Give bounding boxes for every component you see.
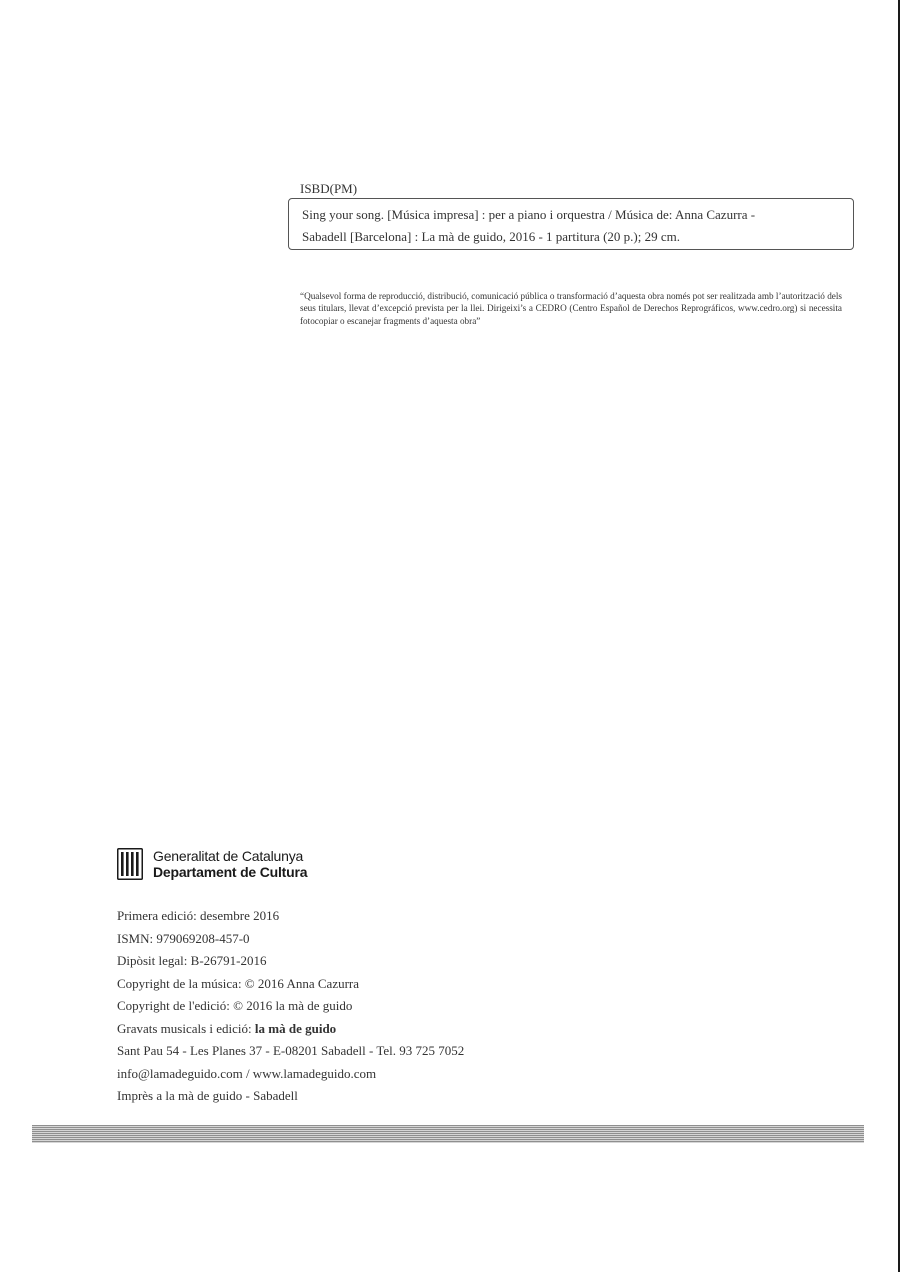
publisher-contact: info@lamadeguido.com / www.lamadeguido.com [117,1065,377,1081]
publisher-address: Sant Pau 54 - Les Planes 37 - E-08201 Sabadell - Tel. 93 725 7052 [117,1043,465,1058]
printed-by: Imprès a la mà de guido - Sabadell [117,1088,298,1103]
department-name: Departament de Cultura [153,864,308,880]
isbd-record-box [288,198,854,250]
ismn: ISMN: 979069208-457-0 [117,930,250,946]
isbd-line-2: Sabadell [Barcelona] : La mà de guido, 2016 - 1 partitura (20 p.); 29 cm. [302,229,680,244]
isbd-label: ISBD(PM) [300,181,358,196]
generalitat-name: Generalitat de Catalunya [153,848,304,864]
engraving-credit [117,1018,464,1041]
generalitat-logo [117,848,307,880]
engraving-prefix: Gravats musicals i edició: [117,1020,255,1036]
engraving-publisher: la mà de guido [254,1020,337,1036]
isbd-line-1: Sing your song. [Música impresa] : per a piano i orquestra / Música de: Anna Cazurra - [302,207,756,222]
first-edition: Primera edició: desembre 2016 [117,908,280,923]
colophon [117,905,464,1108]
legal-deposit: Dipòsit legal: B-26791-2016 [117,953,267,968]
music-copyright: Copyright de la música: © 2016 Anna Cazurra [117,975,360,991]
edition-copyright: Copyright de l'edició: © 2016 la mà de guido [117,998,353,1013]
footer-rule-band [32,1125,864,1143]
generalitat-emblem-icon [117,848,143,880]
generalitat-text [153,848,307,880]
rights-notice: “Qualsevol forma de reproducció, distribució, comunicació pública o transformació d’aquesta obra només pot ser realitzada amb l’autorització dels seus titulars, llevat d’excepció prevista per la llei. Dirigeixi’s a CEDRO (Centro Español de Derechos Reprográficos, www.cedro.org) si necessita fotocopiar o escanejar fragments d’aquesta obra” [300,291,842,326]
